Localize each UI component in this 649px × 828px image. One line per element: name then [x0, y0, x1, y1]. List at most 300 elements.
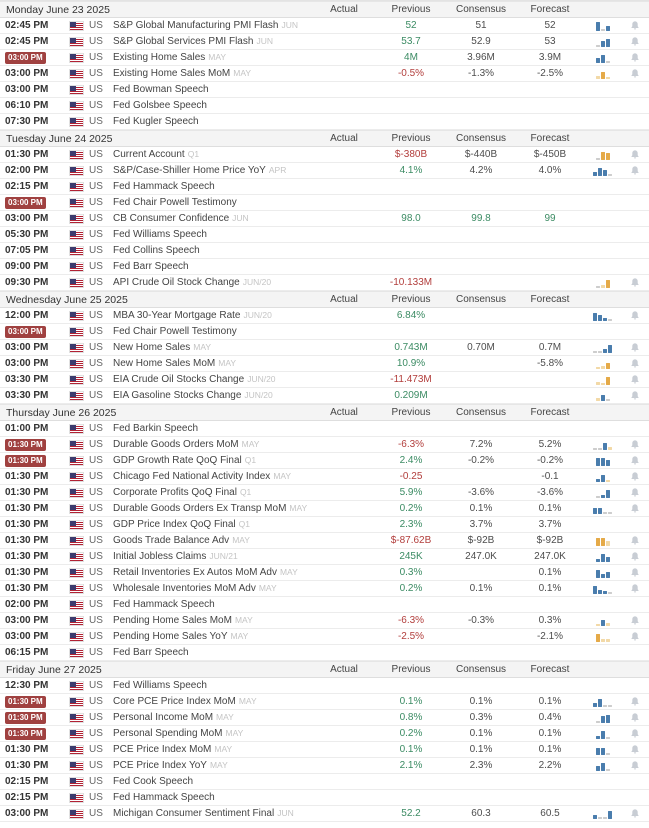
forecast-value: $-92B [536, 535, 564, 546]
spark-bar [606, 480, 610, 482]
country-cell [61, 760, 113, 771]
country-cell [61, 712, 113, 723]
event-cell [113, 342, 313, 353]
country-code: US [89, 116, 103, 127]
event-time: 01:30 PM [5, 535, 49, 546]
sparkline-chart-icon[interactable] [585, 488, 621, 498]
previous-value: 2.4% [399, 455, 423, 466]
sparkline-chart-icon[interactable] [585, 504, 621, 514]
us-flag-icon [69, 697, 84, 707]
sparkline-chart-icon[interactable] [585, 713, 621, 723]
sparkline-chart-icon[interactable] [585, 616, 621, 626]
event-name-link[interactable]: Michigan Consumer Sentiment Final [113, 808, 275, 819]
event-name-link[interactable]: PCE Price Index MoM [113, 744, 212, 755]
bell-alert-icon[interactable] [630, 390, 640, 401]
bell-cell [621, 535, 649, 546]
us-flag-icon [69, 424, 84, 434]
event-name-link[interactable]: Fed Hammack Speech [113, 181, 215, 192]
spark-bar [593, 508, 597, 514]
event-time: 03:00 PM [5, 84, 49, 95]
event-row [0, 34, 649, 50]
us-flag-icon [69, 584, 84, 594]
event-row [0, 790, 649, 806]
column-header-forecast: Forecast [530, 4, 570, 15]
event-cell [113, 36, 313, 47]
event-name-link[interactable]: PCE Price Index YoY [113, 760, 207, 771]
column-header-consensus: Consensus [455, 294, 507, 305]
event-time: 07:05 PM [5, 245, 49, 256]
sparkline-chart-icon[interactable] [585, 166, 621, 176]
sparkline-chart-icon [585, 230, 621, 240]
previous-value: $-380B [394, 149, 428, 160]
event-name-link[interactable]: S&P Global Manufacturing PMI Flash [113, 20, 279, 31]
spark-bar [593, 351, 597, 353]
country-code: US [89, 390, 103, 401]
event-cell [113, 423, 313, 434]
event-time: 09:00 PM [5, 261, 49, 272]
previous-value: 53.7 [401, 36, 421, 47]
bell-alert-icon[interactable] [630, 439, 640, 450]
spark-bar [603, 443, 607, 450]
event-name-link[interactable]: New Home Sales MoM [113, 358, 216, 369]
event-cell [113, 776, 313, 787]
forecast-value: 4.0% [538, 165, 562, 176]
event-row [0, 645, 649, 661]
spark-bar [603, 705, 607, 707]
event-name-link[interactable]: Durable Goods Orders MoM [113, 439, 239, 450]
event-period-tag: MAY [230, 631, 249, 641]
spark-bar [601, 152, 605, 160]
event-cell [113, 712, 313, 723]
event-name-link[interactable]: Pending Home Sales MoM [113, 615, 232, 626]
spark-bar [601, 41, 605, 47]
spark-bar [603, 349, 607, 353]
us-flag-icon [69, 520, 84, 530]
event-name-link[interactable]: MBA 30-Year Mortgage Rate [113, 310, 241, 321]
sparkline-chart-icon[interactable] [585, 21, 621, 31]
event-time: 01:30 PM [5, 487, 49, 498]
forecast-value: 53 [544, 36, 556, 47]
sparkline-chart-icon[interactable] [585, 745, 621, 755]
sparkline-chart-icon [585, 793, 621, 803]
bell-alert-icon[interactable] [630, 374, 640, 385]
event-period-tag: MAY [225, 728, 244, 738]
event-name-link[interactable]: Durable Goods Orders Ex Transp MoM [113, 503, 287, 514]
event-period-tag: Q1 [187, 149, 200, 159]
previous-value: 0.1% [399, 744, 423, 755]
country-cell [61, 84, 113, 95]
column-header-actual: Actual [330, 407, 358, 418]
previous-value: -6.3% [397, 439, 425, 450]
bell-cell [621, 149, 649, 160]
event-name-link[interactable]: Initial Jobless Claims [113, 551, 207, 562]
event-row [0, 549, 649, 565]
country-cell [61, 36, 113, 47]
bell-cell [621, 808, 649, 819]
spark-bar [601, 458, 605, 466]
spark-bar [596, 721, 600, 723]
spark-bar [593, 172, 597, 176]
sparkline-chart-icon[interactable] [585, 536, 621, 546]
us-flag-icon [69, 53, 84, 63]
bell-cell [621, 310, 649, 321]
event-time: 09:30 PM [5, 277, 49, 288]
sparkline-chart-icon[interactable] [585, 632, 621, 642]
bell-alert-icon[interactable] [630, 149, 640, 160]
importance-time-badge: 01:30 PM [5, 728, 46, 740]
country-cell [61, 519, 113, 530]
sparkline-chart-icon [585, 182, 621, 192]
country-code: US [89, 760, 103, 771]
sparkline-chart-icon[interactable] [585, 729, 621, 739]
sparkline-chart-icon[interactable] [585, 552, 621, 562]
bell-alert-icon[interactable] [630, 68, 640, 79]
event-name-link[interactable]: Fed Kugler Speech [113, 116, 199, 127]
forecast-value: 247.0K [534, 551, 566, 562]
spark-bar [608, 512, 612, 514]
event-name-link[interactable]: S&P Global Services PMI Flash [113, 36, 254, 47]
sparkline-chart-icon[interactable] [585, 278, 621, 288]
bell-alert-icon[interactable] [630, 696, 640, 707]
us-flag-icon [69, 440, 84, 450]
importance-time-badge: 01:30 PM [5, 455, 46, 467]
event-name-link[interactable]: Core PCE Price Index MoM [113, 696, 236, 707]
event-name-link[interactable]: GDP Price Index QoQ Final [113, 519, 236, 530]
column-header-previous: Previous [391, 407, 431, 418]
event-time: 02:15 PM [5, 792, 49, 803]
consensus-value: 0.70M [467, 342, 495, 353]
event-time: 05:30 PM [5, 229, 49, 240]
sparkline-chart-icon[interactable] [585, 53, 621, 63]
us-flag-icon [69, 198, 84, 208]
bell-cell [621, 36, 649, 47]
event-name-link[interactable]: Fed Golsbee Speech [113, 100, 207, 111]
bell-alert-icon[interactable] [630, 52, 640, 63]
bell-alert-icon[interactable] [630, 342, 640, 353]
consensus-value: 60.3 [471, 808, 491, 819]
previous-value: -0.5% [397, 68, 425, 79]
column-header-forecast: Forecast [530, 664, 570, 675]
event-cell [113, 583, 313, 594]
event-time: 02:45 PM [5, 20, 49, 31]
event-name-link[interactable]: Fed Chair Powell Testimony [113, 326, 237, 337]
event-cell [113, 439, 313, 450]
event-name-link[interactable]: S&P/Case-Shiller Home Price YoY [113, 165, 266, 176]
event-name-link[interactable]: Fed Barr Speech [113, 261, 189, 272]
sparkline-chart-icon[interactable] [585, 440, 621, 450]
country-code: US [89, 342, 103, 353]
bell-alert-icon[interactable] [630, 36, 640, 47]
sparkline-chart-icon[interactable] [585, 311, 621, 321]
spark-bar [598, 448, 602, 450]
bell-alert-icon[interactable] [630, 551, 640, 562]
spark-bar [601, 538, 605, 546]
spark-bar [606, 623, 610, 626]
country-cell [61, 503, 113, 514]
sparkline-chart-icon [585, 262, 621, 272]
bell-alert-icon[interactable] [630, 487, 640, 498]
country-cell [61, 776, 113, 787]
sparkline-chart-icon[interactable] [585, 809, 621, 819]
event-name-link[interactable]: Fed Barkin Speech [113, 423, 199, 434]
consensus-value: 0.1% [469, 696, 493, 707]
sparkline-chart-icon [585, 85, 621, 95]
sparkline-chart-icon[interactable] [585, 456, 621, 466]
bell-alert-icon[interactable] [630, 310, 640, 321]
bell-cell [621, 487, 649, 498]
event-time: 03:00 PM [5, 68, 49, 79]
sparkline-chart-icon[interactable] [585, 150, 621, 160]
country-code: US [89, 245, 103, 256]
spark-bar [593, 703, 597, 707]
sparkline-chart-icon[interactable] [585, 359, 621, 369]
event-time: 03:00 PM [5, 631, 49, 642]
country-code: US [89, 310, 103, 321]
bell-alert-icon[interactable] [630, 808, 640, 819]
event-cell [113, 165, 313, 176]
bell-alert-icon[interactable] [630, 583, 640, 594]
event-time: 02:00 PM [5, 165, 49, 176]
event-period-tag: JUN [277, 808, 294, 818]
country-cell [61, 197, 113, 208]
event-time [0, 52, 61, 64]
event-cell [113, 277, 313, 288]
event-period-tag: MAY [232, 535, 250, 545]
forecast-value: 5.2% [538, 439, 562, 450]
spark-bar [606, 557, 610, 562]
event-cell [113, 551, 313, 562]
event-time: 03:30 PM [5, 390, 49, 401]
spark-bar [596, 634, 600, 642]
spark-bar [601, 72, 605, 79]
spark-bar [596, 286, 600, 288]
event-cell [113, 599, 313, 610]
event-row [0, 147, 649, 163]
forecast-value: 0.1% [538, 503, 562, 514]
sparkline-chart-icon[interactable] [585, 375, 621, 385]
event-cell [113, 615, 313, 626]
consensus-value: 247.0K [465, 551, 497, 562]
sparkline-chart-icon[interactable] [585, 584, 621, 594]
spark-bar [608, 319, 612, 321]
bell-alert-icon[interactable] [630, 277, 640, 288]
previous-value: 0.1% [399, 696, 423, 707]
us-flag-icon [69, 793, 84, 803]
event-name-link[interactable]: CB Consumer Confidence [113, 213, 230, 224]
bell-alert-icon[interactable] [630, 455, 640, 466]
event-name-link[interactable]: Goods Trade Balance Adv [113, 535, 230, 546]
bell-cell [621, 744, 649, 755]
event-name-link[interactable]: Fed Chair Powell Testimony [113, 197, 237, 208]
event-cell [113, 390, 313, 401]
event-name-link[interactable]: Existing Home Sales [113, 52, 206, 63]
sparkline-chart-icon[interactable] [585, 761, 621, 771]
event-name-link[interactable]: API Crude Oil Stock Change [113, 277, 240, 288]
event-name-link[interactable]: New Home Sales [113, 342, 191, 353]
event-cell [113, 535, 313, 546]
event-period-tag: MAY [241, 439, 260, 449]
event-name-link[interactable]: Fed Williams Speech [113, 680, 207, 691]
sparkline-chart-icon [585, 777, 621, 787]
country-code: US [89, 68, 103, 79]
consensus-value: 0.3% [469, 712, 493, 723]
previous-value: -6.3% [397, 615, 425, 626]
event-name-link[interactable]: EIA Crude Oil Stocks Change [113, 374, 245, 385]
event-name-link[interactable]: Fed Hammack Speech [113, 599, 215, 610]
country-cell [61, 68, 113, 79]
event-name-link[interactable]: Wholesale Inventories MoM Adv [113, 583, 256, 594]
bell-alert-icon[interactable] [630, 535, 640, 546]
event-name-link[interactable]: Current Account [113, 149, 185, 160]
event-name-link[interactable]: Personal Income MoM [113, 712, 214, 723]
country-cell [61, 631, 113, 642]
event-time: 12:00 PM [5, 310, 49, 321]
us-flag-icon [69, 713, 84, 723]
country-cell [61, 808, 113, 819]
event-period-tag: JUN [256, 36, 273, 46]
country-cell [61, 551, 113, 562]
event-name-link[interactable]: GDP Growth Rate QoQ Final [113, 455, 242, 466]
consensus-value: $-440B [464, 149, 498, 160]
spark-bar [598, 351, 602, 353]
sparkline-chart-icon[interactable] [585, 697, 621, 707]
country-cell [61, 342, 113, 353]
spark-bar [598, 508, 602, 514]
country-cell [61, 792, 113, 803]
event-name-link[interactable]: Fed Barr Speech [113, 647, 189, 658]
event-cell [113, 455, 313, 466]
spark-bar [601, 620, 605, 626]
event-name-link[interactable]: Chicago Fed National Activity Index [113, 471, 271, 482]
spark-bar [608, 174, 612, 176]
spark-bar [593, 586, 597, 594]
sparkline-chart-icon[interactable] [585, 37, 621, 47]
bell-alert-icon[interactable] [630, 503, 640, 514]
event-period-tag: MAY [233, 68, 252, 78]
event-row [0, 66, 649, 82]
us-flag-icon [69, 456, 84, 466]
event-cell [113, 647, 313, 658]
country-cell [61, 583, 113, 594]
spark-bar [601, 554, 605, 562]
event-time: 01:30 PM [5, 471, 49, 482]
event-period-tag: MAY [289, 503, 308, 513]
sparkline-chart-icon [585, 648, 621, 658]
bell-alert-icon[interactable] [630, 165, 640, 176]
event-cell [113, 310, 313, 321]
event-cell [113, 116, 313, 127]
column-header-previous: Previous [391, 294, 431, 305]
bell-alert-icon[interactable] [630, 760, 640, 771]
event-period-tag: MAY [258, 583, 277, 593]
spark-bar [593, 815, 597, 819]
us-flag-icon [69, 182, 84, 192]
day-date: Thursday June 26 2025 [6, 406, 117, 419]
event-time [0, 696, 61, 708]
bell-cell [621, 358, 649, 369]
spark-bar [601, 29, 605, 31]
event-time: 07:30 PM [5, 116, 49, 127]
event-time: 01:00 PM [5, 423, 49, 434]
bell-alert-icon[interactable] [630, 728, 640, 739]
spark-bar [601, 716, 605, 723]
bell-alert-icon[interactable] [630, 20, 640, 31]
event-name-link[interactable]: Pending Home Sales YoY [113, 631, 228, 642]
country-code: US [89, 712, 103, 723]
spark-bar [606, 490, 610, 498]
importance-time-badge: 03:00 PM [5, 326, 46, 338]
consensus-value: -1.3% [467, 68, 495, 79]
sparkline-chart-icon [585, 327, 621, 337]
us-flag-icon [69, 729, 84, 739]
event-name-link[interactable]: Fed Collins Speech [113, 245, 200, 256]
bell-alert-icon[interactable] [630, 631, 640, 642]
country-cell [61, 439, 113, 450]
event-cell [113, 792, 313, 803]
event-period-tag: MAY [279, 567, 298, 577]
previous-value: 6.84% [396, 310, 426, 321]
event-time: 02:15 PM [5, 776, 49, 787]
bell-alert-icon[interactable] [630, 471, 640, 482]
event-name-link[interactable]: Fed Bowman Speech [113, 84, 209, 95]
bell-cell [621, 583, 649, 594]
forecast-value: 0.1% [538, 744, 562, 755]
event-cell [113, 213, 313, 224]
spark-bar [601, 55, 605, 63]
spark-bar [596, 58, 600, 63]
country-code: US [89, 615, 103, 626]
event-name-link[interactable]: Fed Cook Speech [113, 776, 194, 787]
spark-bar [596, 398, 600, 401]
event-name-link[interactable]: Retail Inventories Ex Autos MoM Adv [113, 567, 277, 578]
spark-bar [603, 512, 607, 514]
sparkline-chart-icon[interactable] [585, 391, 621, 401]
column-header-previous: Previous [391, 133, 431, 144]
us-flag-icon [69, 504, 84, 514]
bell-alert-icon[interactable] [630, 712, 640, 723]
bell-alert-icon[interactable] [630, 358, 640, 369]
bell-alert-icon[interactable] [630, 615, 640, 626]
forecast-value: 52 [544, 20, 556, 31]
event-name-link[interactable]: Personal Spending MoM [113, 728, 223, 739]
event-period-tag: Q1 [244, 455, 257, 465]
us-flag-icon [69, 632, 84, 642]
sparkline-chart-icon[interactable] [585, 568, 621, 578]
spark-bar [601, 763, 605, 771]
previous-value: -0.25 [399, 471, 423, 482]
event-row [0, 356, 649, 372]
event-period-tag: MAY [273, 471, 292, 481]
event-name-link[interactable]: Fed Hammack Speech [113, 792, 215, 803]
sparkline-chart-icon [585, 600, 621, 610]
bell-cell [621, 696, 649, 707]
bell-alert-icon[interactable] [630, 744, 640, 755]
sparkline-chart-icon[interactable] [585, 69, 621, 79]
event-row [0, 613, 649, 629]
event-name-link[interactable]: Existing Home Sales MoM [113, 68, 231, 79]
sparkline-chart-icon[interactable] [585, 472, 621, 482]
spark-bar [606, 280, 610, 288]
event-cell [113, 261, 313, 272]
event-row [0, 243, 649, 259]
spark-bar [596, 538, 600, 546]
event-name-link[interactable]: EIA Gasoline Stocks Change [113, 390, 242, 401]
event-name-link[interactable]: Fed Williams Speech [113, 229, 207, 240]
event-name-link[interactable]: Corporate Profits QoQ Final [113, 487, 237, 498]
consensus-value: 7.2% [469, 439, 493, 450]
sparkline-chart-icon[interactable] [585, 343, 621, 353]
bell-alert-icon[interactable] [630, 567, 640, 578]
